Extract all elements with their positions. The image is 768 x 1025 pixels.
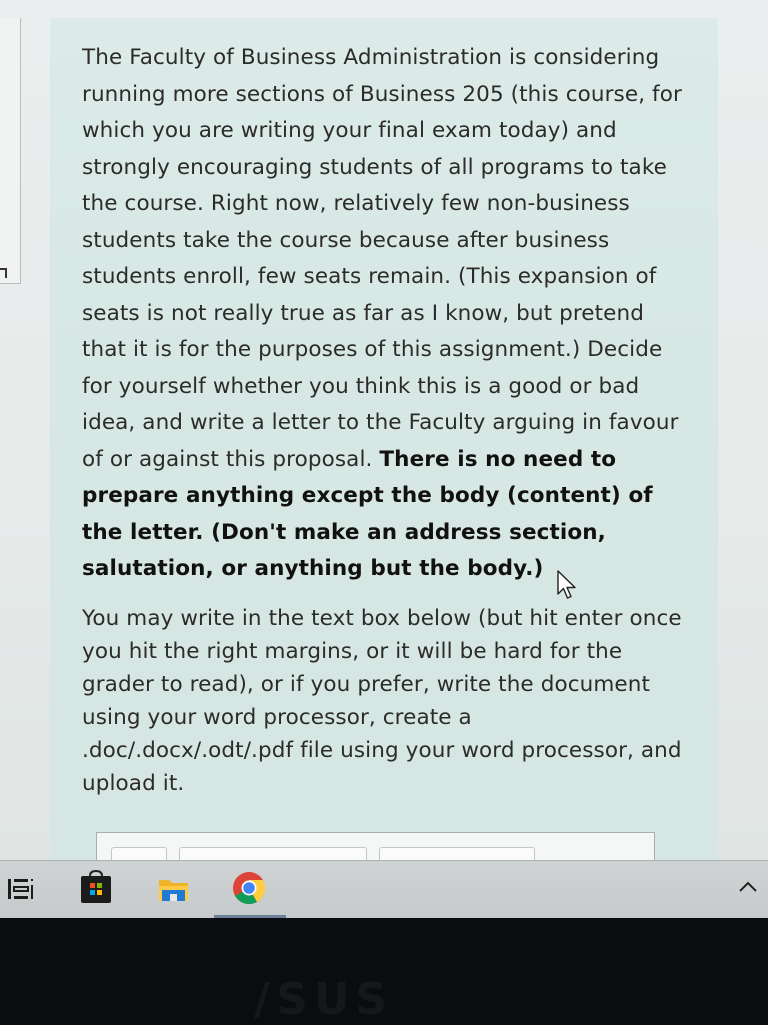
task-view-icon[interactable] bbox=[4, 871, 40, 907]
file-explorer-icon[interactable] bbox=[156, 871, 192, 907]
upload-instruction: You may write in the text box below (but hit enter once you hit the right margins, or it will be hard for the grader to read), or if you prefer, write the document using your word processor, create a .doc/.docx/.odt/.pdf file using your word processor, and upload it. bbox=[82, 605, 682, 796]
panel-edge-mark bbox=[0, 268, 7, 278]
monitor-brand-logo: /SUS bbox=[254, 974, 394, 1025]
question-intro: The Faculty of Business Administration is considering running more sections of Business 205 (this course, for which you are writing your final exam today) and strongly encouraging students of all programs to take the course. Right now, relatively few non-business students take the course because after business students enroll, few seats remain. (This expansion of seats is not really true as far as I know, but pretend that it is for the purposes of this assignment.) Decide for yourself whether you think this is a good or bad idea, and write a letter to the Faculty arguing in favour of or against this proposal. bbox=[82, 45, 682, 472]
monitor-bezel bbox=[0, 918, 768, 1024]
left-side-panel bbox=[0, 18, 21, 284]
question-text bbox=[82, 40, 682, 800]
microsoft-store-icon[interactable] bbox=[78, 869, 114, 905]
mouse-pointer-icon bbox=[556, 570, 578, 600]
question-card bbox=[50, 18, 718, 860]
question-paragraph bbox=[82, 40, 682, 588]
windows-taskbar bbox=[0, 860, 768, 918]
chrome-icon[interactable] bbox=[231, 870, 267, 906]
bold-instruction: There is no need to prepare anything except the body (content) of the letter. (Don't make an address section, salutation, or anything but the body.) bbox=[82, 446, 653, 581]
chevron-up-icon[interactable] bbox=[734, 873, 762, 901]
